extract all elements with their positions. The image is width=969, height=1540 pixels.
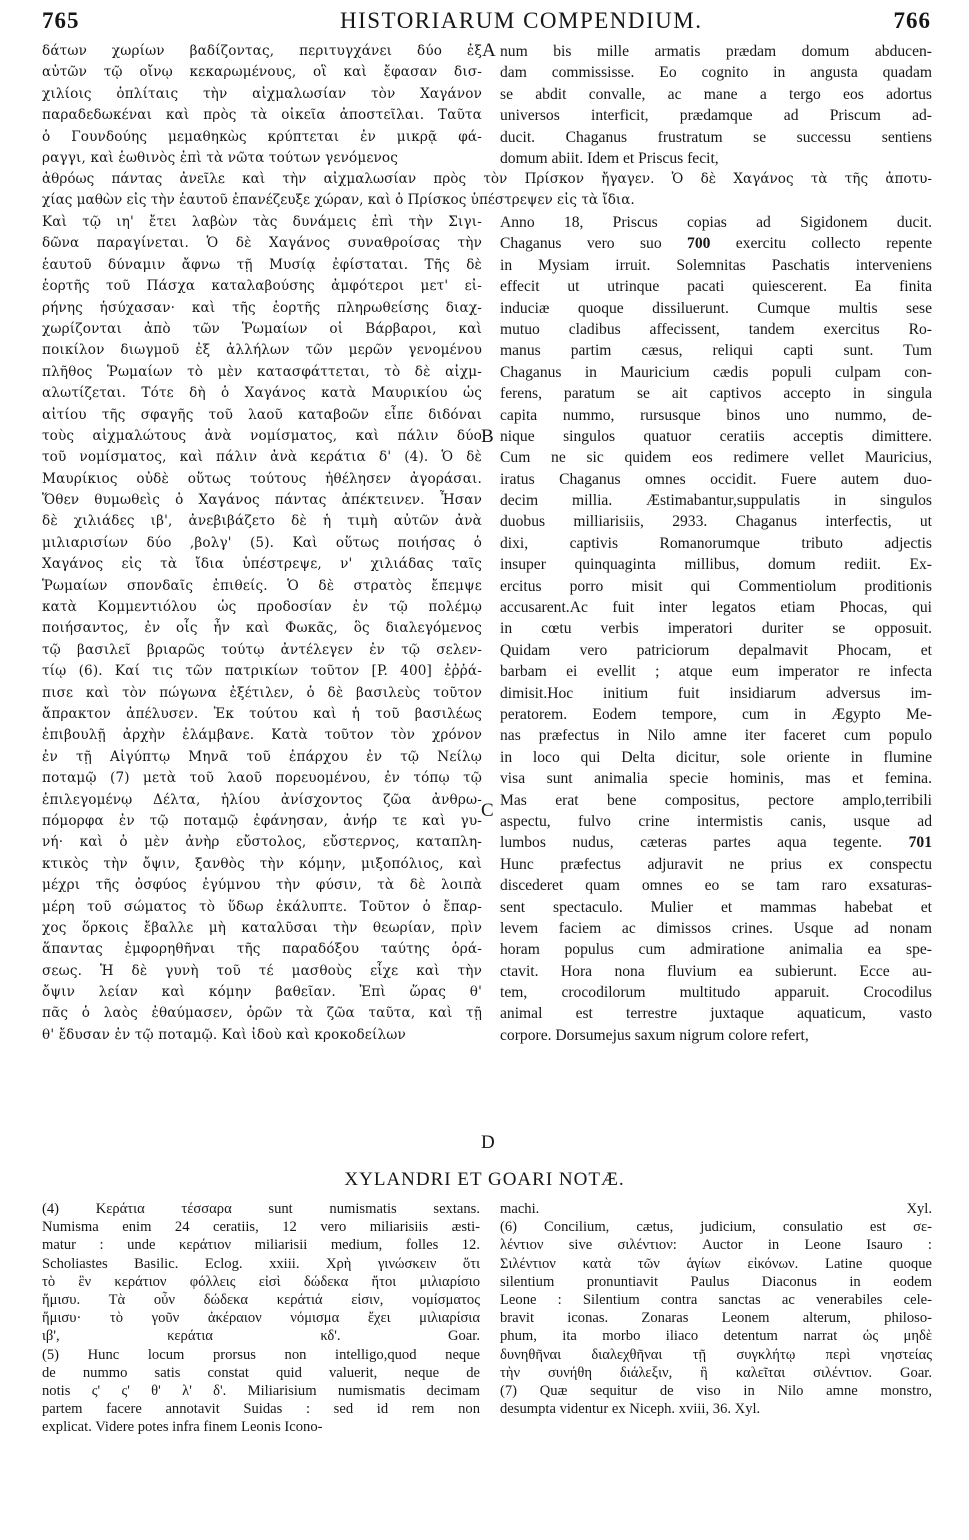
greek-text-line: τῷ βασιλεῖ βριαρῶς τούτῳ ἀντέλεγεν ἐν τῷ σελεν- bbox=[42, 641, 482, 658]
greek-text-line: Ῥωμαίων σπονδαῖς ἐπιθείς. Ὁ δὲ στρατὸς ἔπεμψε bbox=[42, 577, 482, 594]
latin-text-line: in loco qui Delta dicitur, sole oriente in flumine bbox=[500, 748, 932, 766]
latin-text-line: Chaganus vero suo 700 exercitu collecto repente bbox=[500, 235, 932, 253]
greek-text-line: αἰτίου τῆς σφαγῆς τοῦ λαοῦ καταβοῶν εἶπε διδόναι bbox=[42, 406, 482, 423]
latin-text-line: ducit. Chaganus frustratum se successu sentiens bbox=[500, 128, 932, 146]
latin-text-line: corpore. Dorsumejus saxum nigrum colore refert, bbox=[500, 1026, 809, 1044]
latin-text-line: induciæ quoque dissiluerunt. Cumque multis sese bbox=[500, 299, 932, 317]
note-text-line: (6) Concilium, cætus, judicium, consulatio est σε- bbox=[500, 1219, 932, 1236]
greek-text-line: νή· καὶ ὁ μὲν ἀνὴρ εὔστολος, εὔστερνος, καταπλη- bbox=[42, 834, 482, 851]
note-text-line: ἥμισυ. Τὰ οὖν δώδεκα κεράτιά εἰσιν, νομίσματος bbox=[42, 1291, 480, 1308]
full-width-lines bbox=[42, 169, 932, 212]
note-text-line: Numisma enim 24 ceratiis, 12 vero miliarisiis æsti- bbox=[42, 1219, 480, 1236]
latin-text-line: ctavit. Hora nona fluvium ea subierunt. Ecce au- bbox=[500, 962, 932, 980]
margin-marker-c: C bbox=[481, 800, 494, 821]
greek-text-line: παραδεδωκέναι καὶ πρὸς τὰ οἰκεῖα ἀποστεῖλαι. Ταῦτα bbox=[42, 107, 482, 124]
running-title: HISTORIARUM COMPENDIUM. bbox=[340, 8, 703, 33]
latin-text-line: dimisit.Hoc initium fuit insidiarum adversus im- bbox=[500, 684, 932, 702]
full-width-text-line: ἀθρόως πάντας ἀνεῖλε καὶ τὴν αἰχμαλωσίαν πρὸς τὸν Πρίσκον ἤγαγεν. Ὁ δὲ Χαγάνος τὰ τῆς ἀποτυ- bbox=[42, 171, 932, 187]
latin-text-line: ercitus porro misit qui Commentiolum proditionis bbox=[500, 577, 932, 595]
note-text-line: Σιλέντιον κατὰ τῶν ἁγίων εἰκόνων. Latine quoque bbox=[500, 1255, 932, 1272]
greek-text-line: ποιήσαντος, ἐν οἷς ἦν καὶ Φωκᾶς, ὃς διαλεγόμενος bbox=[42, 620, 482, 637]
latin-text-line: levem faciem ac dimissos crines. Usque ad nonam bbox=[500, 919, 932, 937]
note-text-line: Scholiastes Basilic. Eclog. xxiii. Χρὴ γινώσκειν ὅτι bbox=[42, 1255, 480, 1272]
running-header bbox=[0, 0, 969, 40]
greek-column-top bbox=[42, 41, 482, 169]
full-width-text-line: χίας μαθὼν εἰς τὴν ἑαυτοῦ ἐπανέζευξε χώραν, καὶ ὁ Πρίσκος ὑπέστρεψεν εἰς τὰ ἴδια. bbox=[42, 192, 635, 209]
latin-text-line: sent spectaculo. Mulier et mammas habebat et bbox=[500, 898, 932, 916]
note-text-line: machi. Xyl. bbox=[500, 1201, 932, 1217]
latin-text-line: Mas erat bene compositus, pectore amplo,terribili bbox=[500, 791, 932, 809]
greek-text-line: ποικίλον διωγμοῦ ἐξ ἀλλήλων τῶν μερῶν γενομένου bbox=[42, 342, 482, 359]
greek-text-line: Μαυρίκιος οὐδὲ οὕτως τούτους ἠθέλησεν ἀγοράσαι. bbox=[42, 470, 482, 487]
greek-text-line: Καὶ τῷ ιη' ἔτει λαβὼν τὰς δυνάμεις ἐπὶ τὴν Σιγι- bbox=[42, 214, 482, 230]
note-text-line: phum, ita morbo iliaco detentum narrat ὡς μηδὲ bbox=[500, 1328, 932, 1345]
latin-text-line: Hunc præfectus adjuravit ne prius ex conspectu bbox=[500, 855, 932, 873]
greek-text-line: κτικὸς τὴν ὄψιν, ξανθὸς τὴν κόμην, μιξοπόλιος, καὶ bbox=[42, 855, 482, 872]
greek-text-line: ἄπρακτον ἀπέλυσεν. Ἐκ τούτου καὶ ἡ τοῦ βασιλέως bbox=[42, 705, 482, 722]
latin-text-line: decim millia. Æstimabantur,suppulatis in singulos bbox=[500, 492, 932, 510]
latin-text-line: manus partim cæsus, reliqui capti sunt. Tum bbox=[500, 342, 932, 360]
latin-text-line: iratus Chaganus omnes occidit. Fuere autem duo- bbox=[500, 470, 932, 488]
note-text-line: τὴν συνήθη διάλεξιν, ἣ καλεῖται σιλέντιον. Goar. bbox=[500, 1364, 932, 1381]
greek-text-line: ραγγι, καὶ ἑωθινὸς ἐπὶ τὰ νῶτα τούτων γενόμενος bbox=[42, 149, 399, 166]
note-text-line: bravit iconas. Zonaras Leonem alterum, philoso- bbox=[500, 1310, 932, 1327]
note-text-line: explicat. Videre potes infra finem Leonis Icono- bbox=[42, 1419, 323, 1436]
notes-column-right bbox=[500, 1200, 932, 1418]
greek-text-line: δῶνα παραγίνεται. Ὁ δὲ Χαγάνος συναθροίσας τὴν bbox=[42, 235, 482, 252]
latin-text-line: Quidam vero patriciorum depalmavit Phocam, et bbox=[500, 641, 932, 659]
latin-text-line: se abdit convalle, ac mane a tergo eos adortus bbox=[500, 85, 932, 103]
greek-text-line: αλωτίζεται. Τότε δὴ ὁ Χαγάνος κατὰ Μαυρικίου ὡς bbox=[42, 385, 482, 402]
greek-text-line: ποταμῷ (7) μετὰ τοῦ λαοῦ πορευομένου, ἐν τόπῳ τῷ bbox=[42, 770, 482, 787]
note-text-line: (4) Κεράτια τέσσαρα sunt numismatis sextans. bbox=[42, 1201, 480, 1217]
column-number: 700 bbox=[687, 235, 711, 253]
greek-text-line: πόμορφα ἐν τῷ ποταμῷ ἐφάνησαν, ἀνήρ τε καὶ γυ- bbox=[42, 812, 482, 829]
note-text-line: δυνηθῆναι διαλεχθῆναι τῇ συγκλήτῳ περὶ νηστείας bbox=[500, 1346, 932, 1363]
note-text-line: τὸ ἓν κεράτιον φόλλεις εἰσὶ δώδεκα ἤτοι μιλιαρίσιο bbox=[42, 1273, 480, 1290]
latin-text-line: tem, crocodilorum multitudo apparuit. Crocodilus bbox=[500, 984, 932, 1002]
margin-marker-b: B bbox=[481, 426, 494, 447]
latin-text-line: universos interficit, prædamque ad Priscum ad- bbox=[500, 107, 932, 125]
latin-text-line: aspectu, fulvo crine intermistis canis, usque ad bbox=[500, 812, 932, 830]
page-number-right: 766 bbox=[893, 8, 931, 33]
page-number-left: 765 bbox=[42, 8, 80, 33]
latin-text-line: in cœtu verbis imperatori duriter se opposuit. bbox=[500, 620, 932, 638]
greek-text-line: ὁ Γουνδούης μεμαθηκὼς κρύπτεται ἐν μικρᾷ φά- bbox=[42, 128, 482, 145]
latin-text-line: dam commississe. Eo cognito in angusta quadam bbox=[500, 64, 932, 82]
latin-text-line: duobus milliarisiis, 2933. Chaganus interfectis, ut bbox=[500, 513, 932, 531]
greek-text-line: δὲ χιλιάδες ιβ', ἀνεβιβάζετο δὲ ἡ τιμὴ αὐτῶν ἀνὰ bbox=[42, 513, 482, 530]
latin-text-line: lumbos nudus, cæteras partes aqua tegente. 701 bbox=[500, 834, 932, 852]
notes-column-left bbox=[42, 1200, 480, 1436]
latin-text-line: dixi, captivis Romanorumque tributo adjectis bbox=[500, 534, 932, 552]
greek-text-line: θ' ἔδυσαν ἐν τῷ ποταμῷ. Καὶ ἰδοὺ καὶ κροκοδείλων bbox=[42, 1026, 406, 1043]
greek-text-line: ἑαυτοῦ δύναμιν ἄφνω τῇ Μυσίᾳ ἐφίσταται. Τῆς δὲ bbox=[42, 256, 482, 273]
latin-text-line: nas præfectus in Nilo amne iter faceret cum populo bbox=[500, 727, 932, 745]
greek-text-line: ἅπαντας ἐμφορηθῆναι τῆς παραδόξου ταύτης ὁρά- bbox=[42, 941, 482, 958]
latin-text-line: accusarent.Ac fuit inter legatos etiam Phocas, qui bbox=[500, 599, 932, 617]
latin-text-line: Cum ne sic quidem eos redimere vellet Mauricius, bbox=[500, 449, 932, 467]
greek-text-line: πισε καὶ τὸν πώγωνα ἐξέτιλεν, ὁ δὲ βασιλεὺς τοῦτον bbox=[42, 684, 482, 701]
note-text-line: silentium pronuntiavit Paulus Diaconus in eodem bbox=[500, 1273, 932, 1290]
latin-text-line: visa sunt animalia specie hominis, mas et femina. bbox=[500, 770, 932, 788]
latin-text-line: peratorem. Eodem tempore, cum in Ægypto Me- bbox=[500, 705, 932, 723]
greek-text-line: ἐπιλεγομένῳ Δέλτα, ἡλίου ἀνίσχοντος ζῶα ἀνθρω- bbox=[42, 791, 482, 808]
note-text-line: Leone : Silentium contra sanctas ac venerabiles cele- bbox=[500, 1291, 932, 1308]
latin-text-line: mutuo cladibus affecissent, tandem exercitus Ro- bbox=[500, 320, 932, 338]
latin-column-main bbox=[500, 212, 932, 1046]
greek-text-line: ρήνης ἡσύχασαν· καὶ τῆς ἑορτῆς πληρωθείσης διαχ- bbox=[42, 299, 482, 316]
greek-text-line: κατὰ Κομμεντιόλου ὡς προδοσίαν ἐν τῷ πολέμῳ bbox=[42, 599, 482, 616]
greek-text-line: μέρη τοῦ σώματος τὸ ὕδωρ ἐκάλυπτε. Τοῦτον ὁ ἔπαρ- bbox=[42, 898, 482, 915]
margin-marker-d: D bbox=[481, 1132, 495, 1153]
column-number: 701 bbox=[908, 834, 932, 852]
greek-text-line: δάτων χωρίων βαδίζοντας, περιτυγχάνει δύο ἐξ bbox=[42, 43, 482, 59]
greek-text-line: πᾶς ὁ λαὸς ἐθαύμασεν, ὁρῶν τὰ ζῶα ταῦτα, καὶ τῇ bbox=[42, 1005, 482, 1022]
note-text-line: matur : unde κεράτιον miliarisii medium, folles 12. bbox=[42, 1237, 480, 1254]
note-text-line: ιβ', κεράτια κδ'. Goar. bbox=[42, 1328, 480, 1345]
greek-text-line: μιλιαρισίων δύο ,βολγ' (5). Καὶ οὕτως ποιήσας ὁ bbox=[42, 534, 482, 551]
note-text-line: de nummo satis constat quid valuerit, neque de bbox=[42, 1364, 480, 1381]
greek-text-line: ἐν τῇ Αἰγύπτῳ Μηνᾶ τοῦ ἐπάρχου ἐν τῷ Νείλῳ bbox=[42, 748, 482, 765]
latin-text-line: effecit ut utrinque pacati quiescerent. Ea finita bbox=[500, 278, 932, 296]
greek-text-line: χιλίοις ὁπλίταις τὴν αἰχμαλωσίαν τὸν Χαγάνον bbox=[42, 85, 482, 102]
latin-text-line: discederet quam omnes eo se tam raro exsaturas- bbox=[500, 877, 932, 895]
greek-text-line: Ὅθεν θυμωθεὶς ὁ Χαγάνος πάντας ἀπέκτεινεν. Ἦσαν bbox=[42, 492, 482, 509]
greek-text-line: τίῳ (6). Καί τις τῶν πατρικίων τοῦτον [P. 400] ἐῤῥά- bbox=[42, 663, 482, 680]
greek-text-line: μέχρι τῆς ὀσφύος ἐγύμνου τὴν φύσιν, τὰ δὲ λοιπὰ bbox=[42, 877, 482, 894]
note-text-line: desumpta videntur ex Niceph. xviii, 36. Xyl. bbox=[500, 1401, 761, 1418]
margin-marker-a: A bbox=[482, 40, 496, 61]
note-text-line: (5) Hunc locum prorsus non intelligo,quod neque bbox=[42, 1346, 480, 1363]
latin-text-line: in Mysiam irruit. Solemnitas Paschatis interveniens bbox=[500, 256, 932, 274]
latin-text-line: num bis mille armatis prædam domum abducen- bbox=[500, 43, 932, 60]
greek-text-line: σεως. Ἡ δὲ γυνὴ τοῦ τέ μασθοὺς εἶχε καὶ τὴν bbox=[42, 962, 482, 979]
latin-text-line: Chaganus in Mauricium cædis populi culpam con- bbox=[500, 363, 932, 381]
latin-text-line: Anno 18, Priscus copias ad Sigidonem ducit. bbox=[500, 214, 932, 231]
latin-text-line: capita nummo, rursusque binos uno nummo, de- bbox=[500, 406, 932, 424]
latin-text-line: ferens, paratum se ait captivos accepto in singula bbox=[500, 385, 932, 403]
notes-title: XYLANDRI ET GOARI NOTÆ. bbox=[344, 1169, 625, 1190]
greek-column-main bbox=[42, 212, 482, 1046]
latin-column-top bbox=[500, 41, 932, 169]
greek-text-line: χος ὅρκοις ἔβαλλε μὴ καταλῦσαι τὴν θεωρίαν, πρὶν bbox=[42, 919, 482, 936]
latin-text-line: domum abiit. Idem et Priscus fecit, bbox=[500, 149, 719, 167]
latin-text-line: barbam ei evellit ; atque eum imperator re infecta bbox=[500, 663, 932, 681]
latin-text-line: insuper quinquaginta millibus, domum rediit. Ex- bbox=[500, 556, 932, 574]
latin-text-line: nique singulos quatuor ceratiis acceptis dimittere. bbox=[500, 427, 932, 445]
note-text-line: notis ς' ς' θ' λ' δ'. Miliarisium numismatis decimam bbox=[42, 1382, 480, 1399]
note-text-line: λέντιον sive σιλέντιον: Auctor in Leone Isauro : bbox=[500, 1237, 932, 1254]
latin-text-line: horam populus cum admiratione animalia ea spe- bbox=[500, 941, 932, 959]
greek-text-line: αὐτῶν τῷ οἴνῳ κεκαρωμένους, οἳ καὶ ἔφασαν δισ- bbox=[42, 64, 482, 81]
greek-text-line: ἐπιβουλῇ ἀρχὴν ἐλάμβανε. Κατὰ τοῦτον τὸν χρόνον bbox=[42, 727, 482, 744]
greek-text-line: ὄψιν λείαν καὶ κόμην βαθεῖαν. Ἐπὶ ὥρας θ' bbox=[42, 984, 482, 1001]
note-text-line: (7) Quæ sequitur de viso in Nilo amne monstro, bbox=[500, 1382, 932, 1399]
greek-text-line: χωρίζονται ἀπὸ τῶν Ῥωμαίων οἱ Βάρβαροι, καὶ bbox=[42, 320, 482, 337]
greek-text-line: τοὺς αἰχμαλώτους ἀνὰ νομίσματος, καὶ πάλιν δύο bbox=[42, 427, 482, 444]
note-text-line: partem facere annotavit Suidas : sed id rem non bbox=[42, 1401, 480, 1418]
greek-text-line: πλῆθος Ῥωμαίων τὸ μὲν κατασφάττεται, τὸ δὲ αἰχμ- bbox=[42, 363, 482, 380]
greek-text-line: ἑορτῆς τοῦ Πάσχα καταλαβούσης ἀμφότεροι μετ' εἰ- bbox=[42, 278, 482, 295]
latin-text-line: animal est terrestre juxtaque aquaticum, vasto bbox=[500, 1005, 932, 1023]
greek-text-line: Χαγάνος εἰς τὰ ἴδια ὑπέστρεψε, ν' χιλιάδας ταῖς bbox=[42, 556, 482, 573]
note-text-line: ἥμισυ· τὸ γοῦν ἀκέραιον νόμισμα ἔχει μιλιαρίσια bbox=[42, 1310, 480, 1327]
greek-text-line: τοῦ νομίσματος, καὶ πάλιν ἀνὰ κεράτια δ' (4). Ὁ δὲ bbox=[42, 449, 482, 466]
